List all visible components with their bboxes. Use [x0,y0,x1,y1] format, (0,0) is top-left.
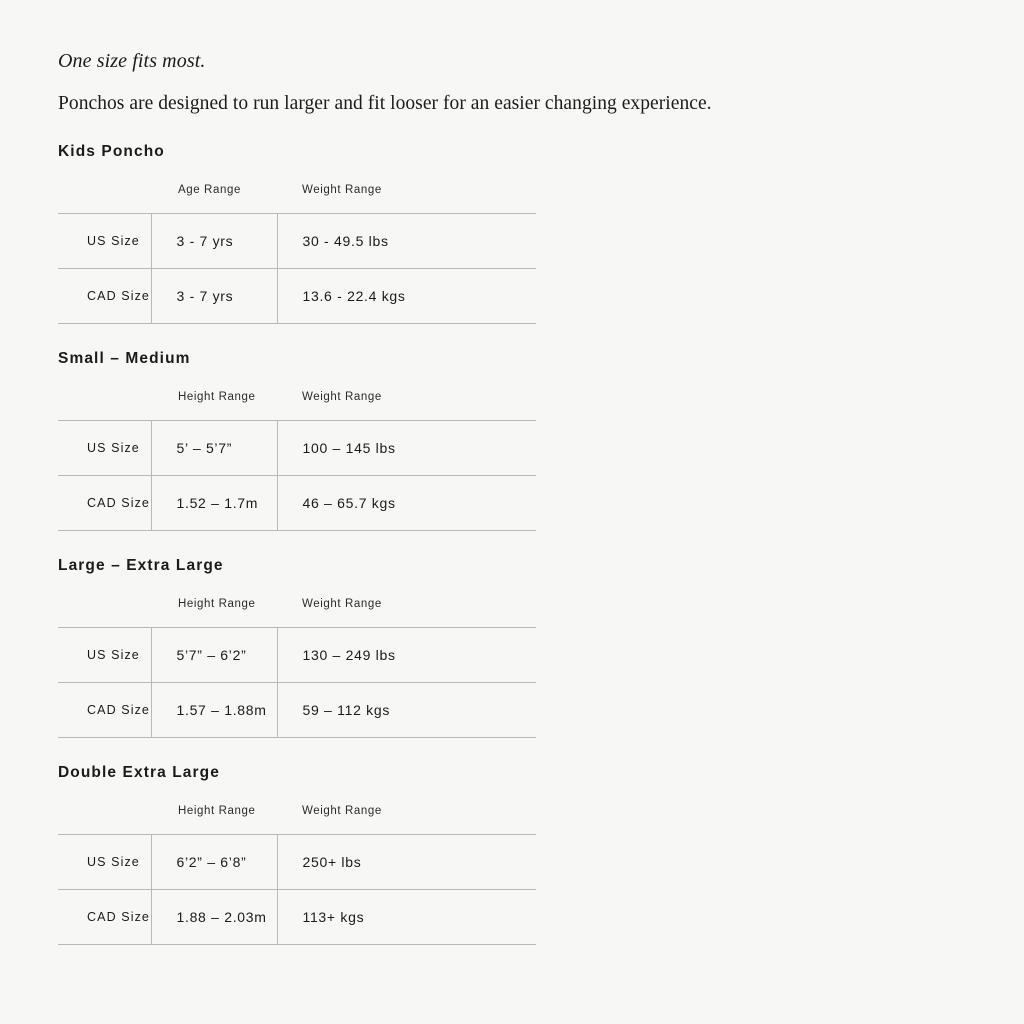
row-label: CAD Size [58,269,151,324]
row-value-weight: 59 – 112 kgs [277,683,536,738]
column-header-height-range: Height Range [178,805,256,817]
row-value-height: 1.52 – 1.7m [151,476,277,531]
column-header-blank [58,171,151,214]
table-row [58,835,536,890]
column-header-age-range: Age Range [178,184,241,196]
row-value-weight: 130 – 249 lbs [277,628,536,683]
row-value-age: 3 - 7 yrs [151,269,277,324]
table-header-row [58,378,536,421]
row-value-age: 3 - 7 yrs [151,214,277,269]
table-row [58,890,536,945]
table-header-row [58,585,536,628]
intro-headline: One size fits most. [58,50,206,72]
section-title: Double Extra Large [58,764,220,781]
row-label: US Size [58,628,151,683]
section-large-extra-large [58,557,966,738]
row-label: CAD Size [58,890,151,945]
size-table [58,585,536,738]
column-header-height-range: Height Range [178,391,256,403]
row-label: CAD Size [58,476,151,531]
row-value-height: 6’2” – 6’8” [151,835,277,890]
row-label: US Size [58,421,151,476]
table-header-row [58,171,536,214]
section-kids-poncho [58,143,966,324]
section-small-medium [58,350,966,531]
table-row [58,683,536,738]
table-row [58,476,536,531]
intro-body: Ponchos are designed to run larger and fit looser for an easier changing experience. [58,93,712,114]
row-value-height: 5’ – 5’7” [151,421,277,476]
row-value-height: 1.57 – 1.88m [151,683,277,738]
section-double-extra-large [58,764,966,945]
row-value-weight: 113+ kgs [277,890,536,945]
row-label: CAD Size [58,683,151,738]
row-value-weight: 46 – 65.7 kgs [277,476,536,531]
size-table [58,378,536,531]
row-value-height: 1.88 – 2.03m [151,890,277,945]
column-header-blank [58,792,151,835]
section-title: Small – Medium [58,350,191,367]
row-label: US Size [58,835,151,890]
section-title: Kids Poncho [58,143,165,160]
column-header-height-range: Height Range [178,598,256,610]
table-row [58,421,536,476]
column-header-blank [58,585,151,628]
row-value-weight: 250+ lbs [277,835,536,890]
table-row [58,269,536,324]
column-header-blank [58,378,151,421]
row-value-weight: 100 – 145 lbs [277,421,536,476]
size-table [58,171,536,324]
table-row [58,214,536,269]
row-value-weight: 30 - 49.5 lbs [277,214,536,269]
table-row [58,628,536,683]
column-header-weight-range: Weight Range [302,598,382,610]
row-value-height: 5’7” – 6’2” [151,628,277,683]
section-title: Large – Extra Large [58,557,224,574]
column-header-weight-range: Weight Range [302,805,382,817]
size-table [58,792,536,945]
column-header-weight-range: Weight Range [302,391,382,403]
row-value-weight: 13.6 - 22.4 kgs [277,269,536,324]
column-header-weight-range: Weight Range [302,184,382,196]
table-header-row [58,792,536,835]
row-label: US Size [58,214,151,269]
